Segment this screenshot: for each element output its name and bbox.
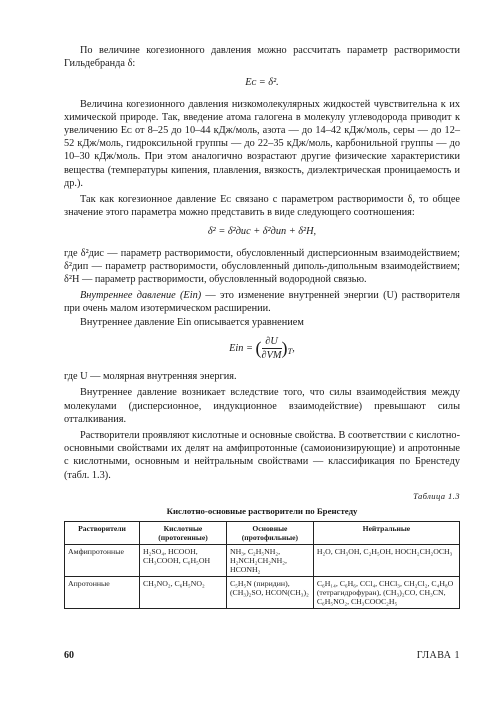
eq-fraction xyxy=(262,335,282,362)
equation-internal-pressure: Ein = ( $\frac{\partial U}{\partial VM}$ )$_T$, xyxy=(229,335,295,362)
equation-cohesion: Eᴄ = δ². xyxy=(245,77,279,89)
table-title: Кислотно-основные растворители по Бренстеду xyxy=(166,506,358,517)
table-cell: NH₃, C₂H₅NH₂, H₂NCH₂CH₂NH₂, HCONH₂ xyxy=(226,545,313,577)
table-caption: Таблица 1.3 xyxy=(413,490,460,501)
paragraph: где U — молярная внутренняя энергия. xyxy=(64,371,237,383)
page-body xyxy=(64,44,460,609)
equation-solubility: δ² = δ²дис + δ²дип + δ²H, xyxy=(207,226,317,238)
eq-lhs: Ein = xyxy=(229,342,253,354)
table-cell: C₅H₅N (пиридин), (CH₃)₂SO, HCON(CH₃)₂ xyxy=(226,577,313,609)
table-header: Кислотные (протогенные) xyxy=(140,522,227,545)
table-cell: H₂SO₄, HCOOH, CH₃COOH, C₆H₅OH xyxy=(140,545,227,577)
paragraph: Так как когезионное давление Eᴄ связано с параметром растворимости δ, то общее значение этого параметра можно представить в виде следующего соотношения: xyxy=(64,194,460,219)
solvents-table xyxy=(64,521,460,609)
table-cell: C₆H₁₄, C₆H₆, CCl₄, CHCl₃, CH₂Cl₂, C₄H₈O (тетрагидрофуран), (CH₃)₂CO, CH₃CN, C₆H₅NO₂, CH₃COOC₂H₅ xyxy=(313,577,459,609)
table-header: Растворители xyxy=(65,522,140,545)
paragraph: Величина когезионного давления низкомолекулярных жидкостей чувствительна к их химической природе. Так, введение атома галогена в молекулу углеводорода приводит к увеличению Eᴄ от 8–25 до 10–44 кДж/моль, азота — до 14–42 кДж/моль, серы — до 12–52 кДж/моль, гидроксильной группы — до 22–35 кДж/моль, карбонильной группы — до 10–30 кДж/моль. При этом аналогично возрастают другие физические характеристики вещества (температуры кипения, плавления, вязкость, диэлектрическая проницаемость и др.). xyxy=(64,98,460,189)
page-number: 60 xyxy=(64,650,74,661)
term: Внутреннее давление (Ein) xyxy=(80,290,202,302)
paragraph: Внутреннее давление Ein описывается уравнением xyxy=(80,316,304,328)
chapter-label: ГЛАВА 1 xyxy=(416,650,460,661)
eq-numerator: ∂U xyxy=(262,335,282,349)
table-row xyxy=(65,577,460,609)
table-header: Нейтральные xyxy=(313,522,459,545)
table-row xyxy=(65,545,460,577)
table-cell: Апротонные xyxy=(65,577,140,609)
paragraph: Внутреннее давление возникает вследствие того, что силы взаимодействия между молекулами (дисперсионное, индукционное взаимодействие) превышают силы отталкивания. xyxy=(64,387,460,425)
table-cell: CH₃NO₂, C₆H₅NO₂ xyxy=(140,577,227,609)
paragraph: Растворители проявляют кислотные и основные свойства. В соответствии с кислотно-основными свойствами их делят на амфипротонные (самоионизирующие) и апротонные с кислотными, основным и нейтральным свойствами — классификация по Бренстеду (табл. 1.3). xyxy=(64,430,460,481)
paragraph-internal-pressure xyxy=(64,289,460,315)
eq-denominator: ∂VM xyxy=(261,350,282,362)
table-cell: Амфипротонные xyxy=(65,545,140,577)
paragraph: где δ²дис — параметр растворимости, обусловленный дисперсионным взаимодействием; δ²дип — параметр растворимости, обусловленный диполь-дипольным взаимодействием; δ²H — параметр растворимости, обусловленный водородной связью. xyxy=(64,247,460,286)
eq-subscript: T xyxy=(287,345,293,356)
paragraph-text: — это изменение внутренней энергии (U) растворителя при очень малом изотермическом расширении. xyxy=(64,290,460,315)
table-header-row xyxy=(65,522,460,545)
table-cell: H₂O, CH₃OH, C₂H₅OH, HOCH₂CH₂OCH₃ xyxy=(313,545,459,577)
paragraph: По величине когезионного давления можно рассчитать параметр растворимости Гильдебранда δ: xyxy=(64,45,460,70)
table-header: Основные (протофильные) xyxy=(226,522,313,545)
